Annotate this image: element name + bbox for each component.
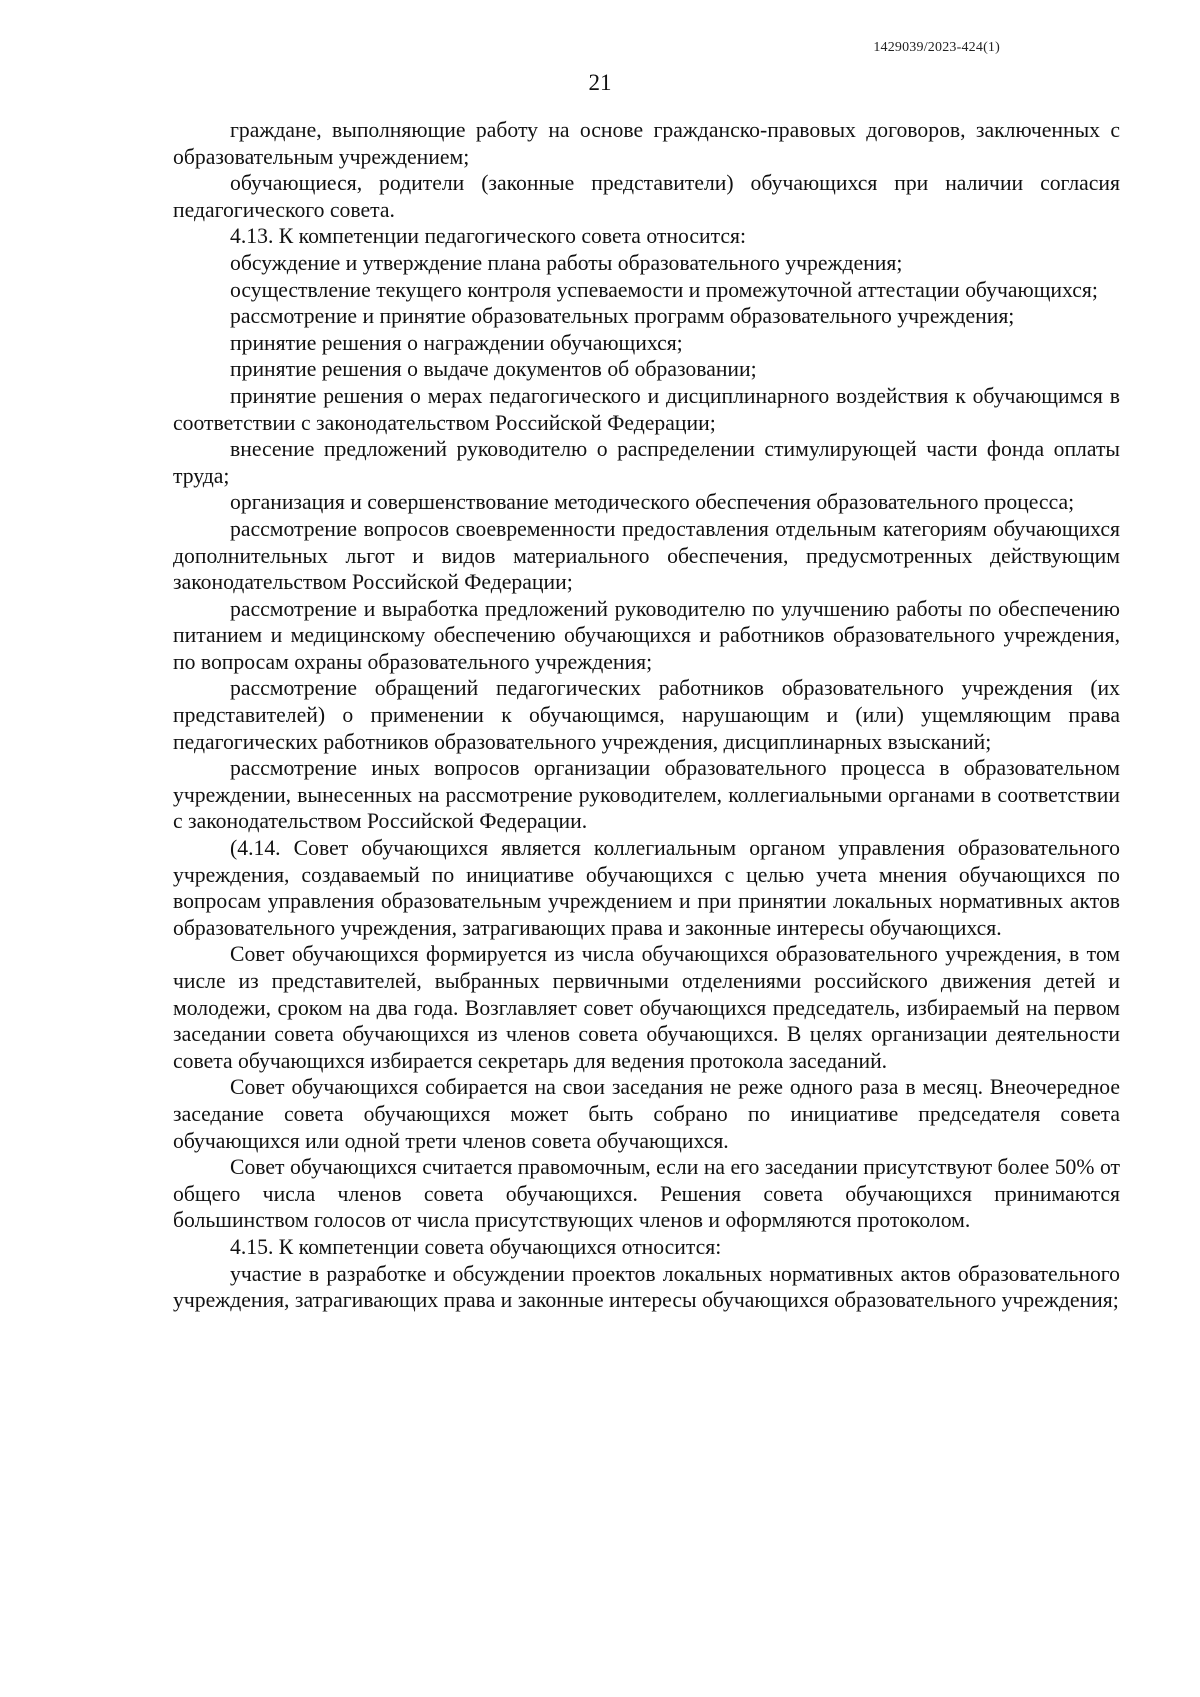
list-item: рассмотрение и выработка предложений руководителю по улучшению работы по обеспечению питанием и медицинскому обеспечению обучающихся и работников образовательного учреждения, по вопросам охраны образовательного учреждения; [173, 596, 1120, 674]
list-item: принятие решения о мерах педагогического и дисциплинарного воздействия к обучающимся в соответствии с законодательством Российской Федерации; [173, 383, 1120, 435]
paragraph: Совет обучающихся собирается на свои заседания не реже одного раза в месяц. Внеочередное заседание совета обучающихся может быть собрано по инициативе председателя совета обучающихся или одной трети членов совета обучающихся. [173, 1075, 1120, 1153]
list-item: рассмотрение и принятие образовательных программ образовательного учреждения; [230, 304, 1015, 329]
paragraph: граждане, выполняющие работу на основе гражданско-правовых договоров, заключенных с образовательным учреждением; [173, 118, 1120, 169]
paragraph: Совет обучающихся считается правомочным, если на его заседании присутствуют более 50% от общего числа членов совета обучающихся. Решения совета обучающихся принимаются большинством голосов от числа присутствующих членов и оформляются протоколом. [173, 1155, 1120, 1233]
paragraph: обучающиеся, родители (законные представители) обучающихся при наличии согласия педагогического совета. [173, 171, 1120, 222]
list-item: принятие решения о выдаче документов об образовании; [230, 357, 757, 382]
section-heading-4-15: 4.15. К компетенции совета обучающихся относится: [230, 1234, 722, 1259]
list-item: обсуждение и утверждение плана работы образовательного учреждения; [230, 250, 903, 275]
paragraph: Совет обучающихся формируется из числа обучающихся образовательного учреждения, в том числе из представителей, выбранных первичными отделениями российского движения детей и молодежи, сроком на два года. Возглавляет совет обучающихся председатель, избираемый на первом заседании совета обучающихся из членов совета обучающихся. В целях организации деятельности совета обучающихся избирается секретарь для ведения протокола заседаний. [173, 942, 1120, 1073]
list-item: организация и совершенствование методического обеспечения образовательного процесса; [230, 490, 1075, 515]
list-item: рассмотрение обращений педагогических работников образовательного учреждения (их представителей) о применении к обучающимся, нарушающим и (или) ущемляющим права педагогических работников образовательного учреждения, дисциплинарных взысканий; [173, 676, 1120, 754]
list-item: принятие решения о награждении обучающихся; [230, 330, 683, 355]
list-item: внесение предложений руководителю о распределении стимулирующей части фонда оплаты труда; [173, 437, 1120, 488]
list-item: осуществление текущего контроля успеваемости и промежуточной аттестации обучающихся; [230, 277, 1098, 302]
list-item: рассмотрение иных вопросов организации образовательного процесса в образовательном учреждении, вынесенных на рассмотрение руководителем, коллегиальными органами в соответствии с законодательством Российской Федерации. [173, 756, 1120, 834]
page-number: 21 [588, 70, 612, 95]
section-heading-4-13: 4.13. К компетенции педагогического совета относится: [230, 224, 746, 249]
document-body [173, 117, 1120, 1314]
list-item: участие в разработке и обсуждении проектов локальных нормативных актов образовательного учреждения, затрагивающих права и законные интересы обучающихся образовательного учреждения; [173, 1261, 1120, 1313]
section-4-14-paragraph: (4.14. Совет обучающихся является коллегиальным органом управления образовательного учреждения, создаваемый по инициативе обучающихся с целью учета мнения обучающихся по вопросам управления образовательным учреждением и при принятии локальных нормативных актов образовательного учреждения, затрагивающих права и законные интересы обучающихся. [173, 836, 1120, 940]
list-item: рассмотрение вопросов своевременности предоставления отдельным категориям обучающихся дополнительных льгот и видов материального обеспечения, предусмотренных действующим законодательством Российской Федерации; [173, 516, 1120, 595]
document-registration-number: 1429039/2023-424(1) [873, 40, 1000, 55]
